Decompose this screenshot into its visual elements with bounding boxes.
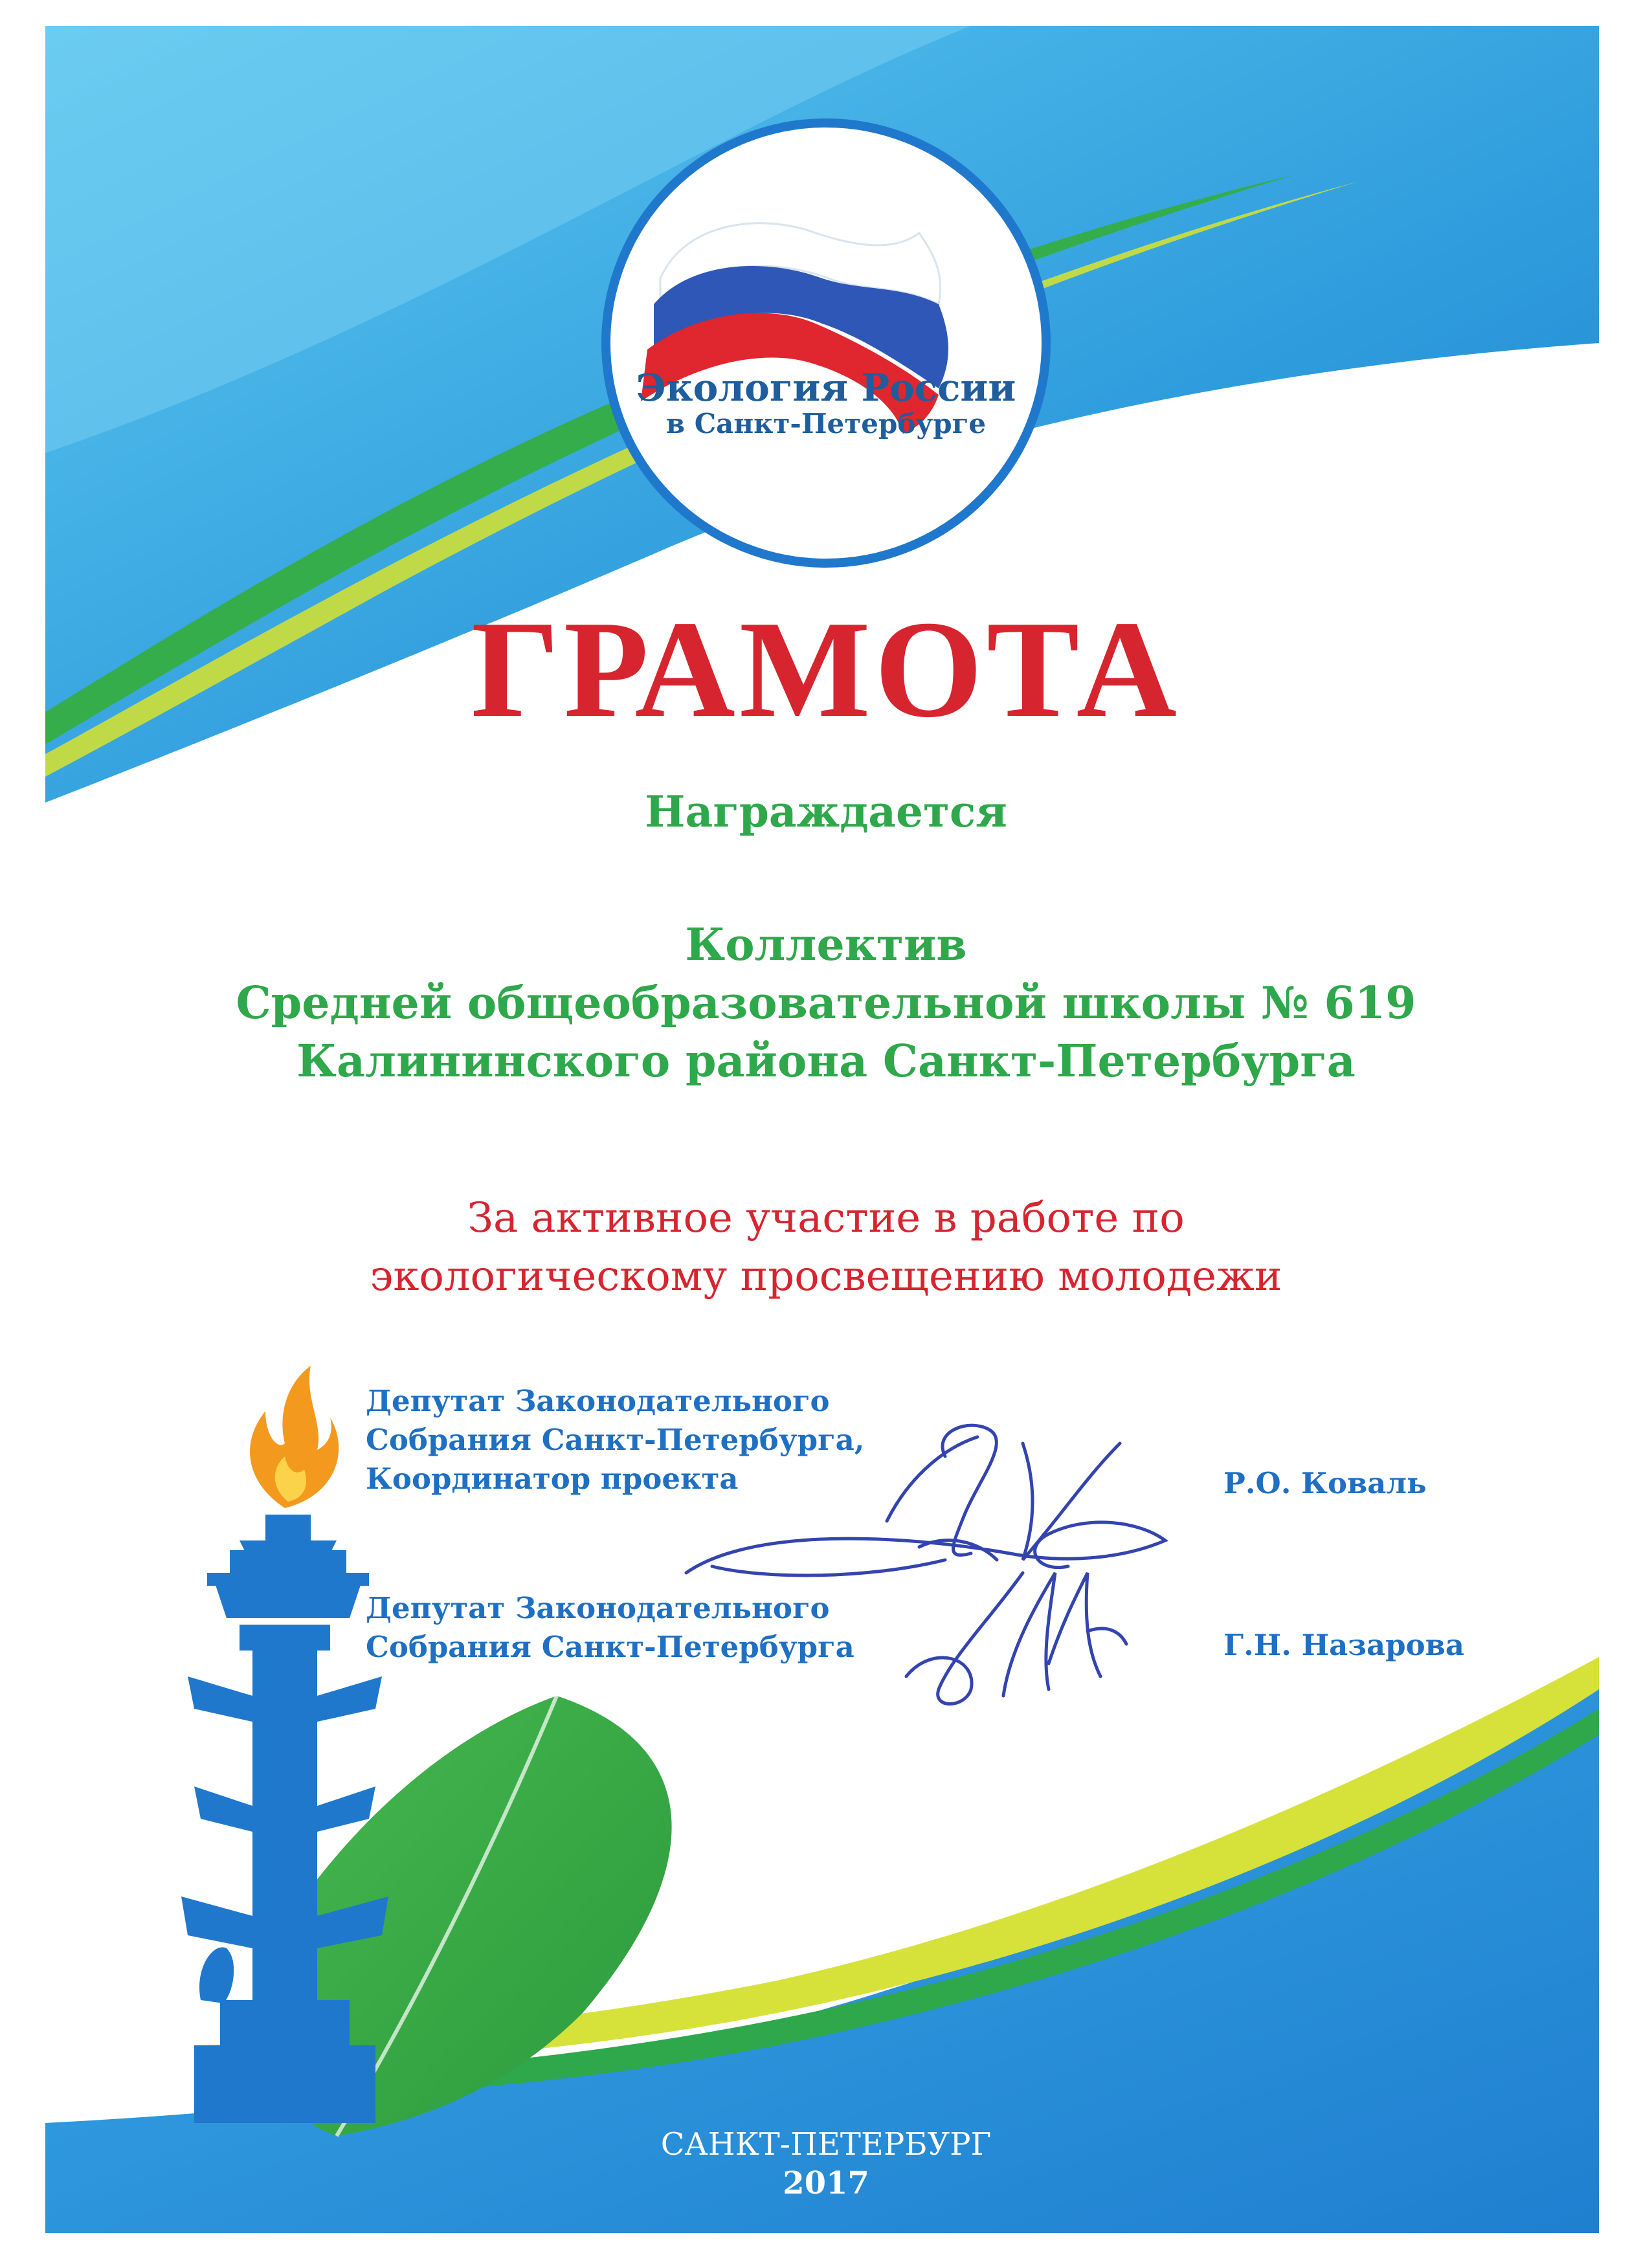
recipient-line-3: Калининского района Санкт-Петербурга (296, 1036, 1356, 1087)
logo-line-2: в Санкт-Петербурге (665, 408, 987, 439)
signatory-2-role-line-2: Собрания Санкт-Петербурга (366, 1630, 854, 1664)
footer-year: 2017 (783, 2165, 869, 2201)
awarded-label: Награждается (645, 786, 1007, 837)
reason-line-2: экологическому просвещению молодежи (370, 1252, 1282, 1300)
signatory-2-role-line-1: Депутат Законодательного (366, 1591, 830, 1625)
footer-city: САНКТ-ПЕТЕРБУРГ (660, 2126, 992, 2162)
reason-line-1: За активное участие в работе по (467, 1194, 1185, 1242)
signatory-1-role-line-3: Координатор проекта (366, 1462, 739, 1496)
signatory-1-role-line-1: Депутат Законодательного (366, 1384, 830, 1418)
logo-line-1: Экология России (636, 366, 1016, 410)
page-title: ГРАМОТА (471, 592, 1181, 746)
recipient-line-1: Коллектив (685, 919, 967, 971)
recipient-line-2: Средней общеобразовательной школы № 619 (236, 977, 1416, 1029)
signature-nazarova (893, 1547, 1139, 1722)
signatory-1-role-line-2: Собрания Санкт-Петербурга, (366, 1423, 865, 1457)
signatory-2-name: Г.Н. Назарова (1223, 1628, 1465, 1662)
signatory-1-name: Р.О. Коваль (1223, 1466, 1427, 1500)
